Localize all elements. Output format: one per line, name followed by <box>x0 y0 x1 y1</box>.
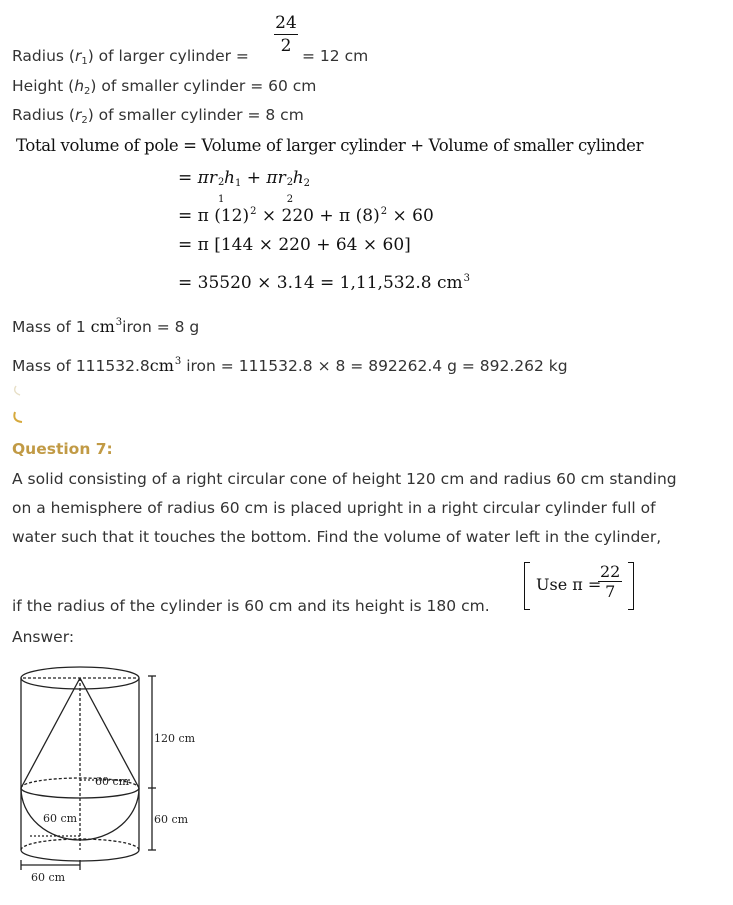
faint-mark-icon <box>10 384 24 398</box>
cylinder-cone-hemisphere-figure <box>10 660 210 892</box>
fraction-numerator: 24 <box>275 13 297 33</box>
formula-step-3: = π [144 × 220 + 64 × 60] <box>178 235 411 255</box>
use-pi-note: Use π = $\frac{22}{7}$ <box>524 562 634 610</box>
question-line-1: A solid consisting of a right circular cone of height 120 cm and radius 60 cm standing <box>12 470 677 488</box>
question-line-2: on a hemisphere of radius 60 cm is placed upright in a right circular cylinder full of <box>12 499 656 517</box>
label-60-cm-inner: 60 cm <box>95 775 130 788</box>
question-title: Question 7: <box>12 440 113 458</box>
label-60-cm-left: 60 cm <box>43 812 78 825</box>
formula-step-4: = 35520 × 3.14 = 1,11,532.8 $cm^3$ <box>178 273 471 293</box>
radius-larger-result: = 12 cm <box>302 47 369 65</box>
question-line-3: water such that it touches the bottom. Find the volume of water left in the cylinder, <box>12 528 662 546</box>
formula-step-2: = π $(12)^2 \times 220 + \pi$ $(8)^2 \times 60$ <box>178 206 434 226</box>
label-60-cm-right: 60 cm <box>154 813 189 826</box>
mark-icon <box>10 410 24 426</box>
top-fraction <box>274 12 298 57</box>
formula-heading: Total volume of pole = Volume of larger cylinder + Volume of smaller cylinder <box>16 136 644 155</box>
radius-smaller-line: Radius $(r_2)$ of smaller cylinder = 8 cm <box>12 106 304 126</box>
radius-larger-line: Radius $(r_1)$ of larger cylinder = <box>12 47 249 67</box>
question-line-4: if the radius of the cylinder is 60 cm and its height is 180 cm. <box>12 597 490 615</box>
label-120-cm: 120 cm <box>154 732 196 745</box>
mass-line-2: Mass of $111532.8cm^3$ iron = 111532.8 × 8 = 892262.4 g = 892.262 kg <box>12 356 568 375</box>
height-smaller-line: Height $(h_2)$ of smaller cylinder = 60 cm <box>12 77 317 97</box>
mass-line-1: Mass of 1 $cm^3iron = 8$ g <box>12 317 200 336</box>
fraction-denominator: 2 <box>280 36 292 56</box>
formula-step-1: = πr 2 1 $h_1 + \pi r$ 2 2 $h_2$ <box>178 168 311 205</box>
label-60-cm-bottom: 60 cm <box>31 871 66 884</box>
answer-label: Answer: <box>12 628 75 646</box>
